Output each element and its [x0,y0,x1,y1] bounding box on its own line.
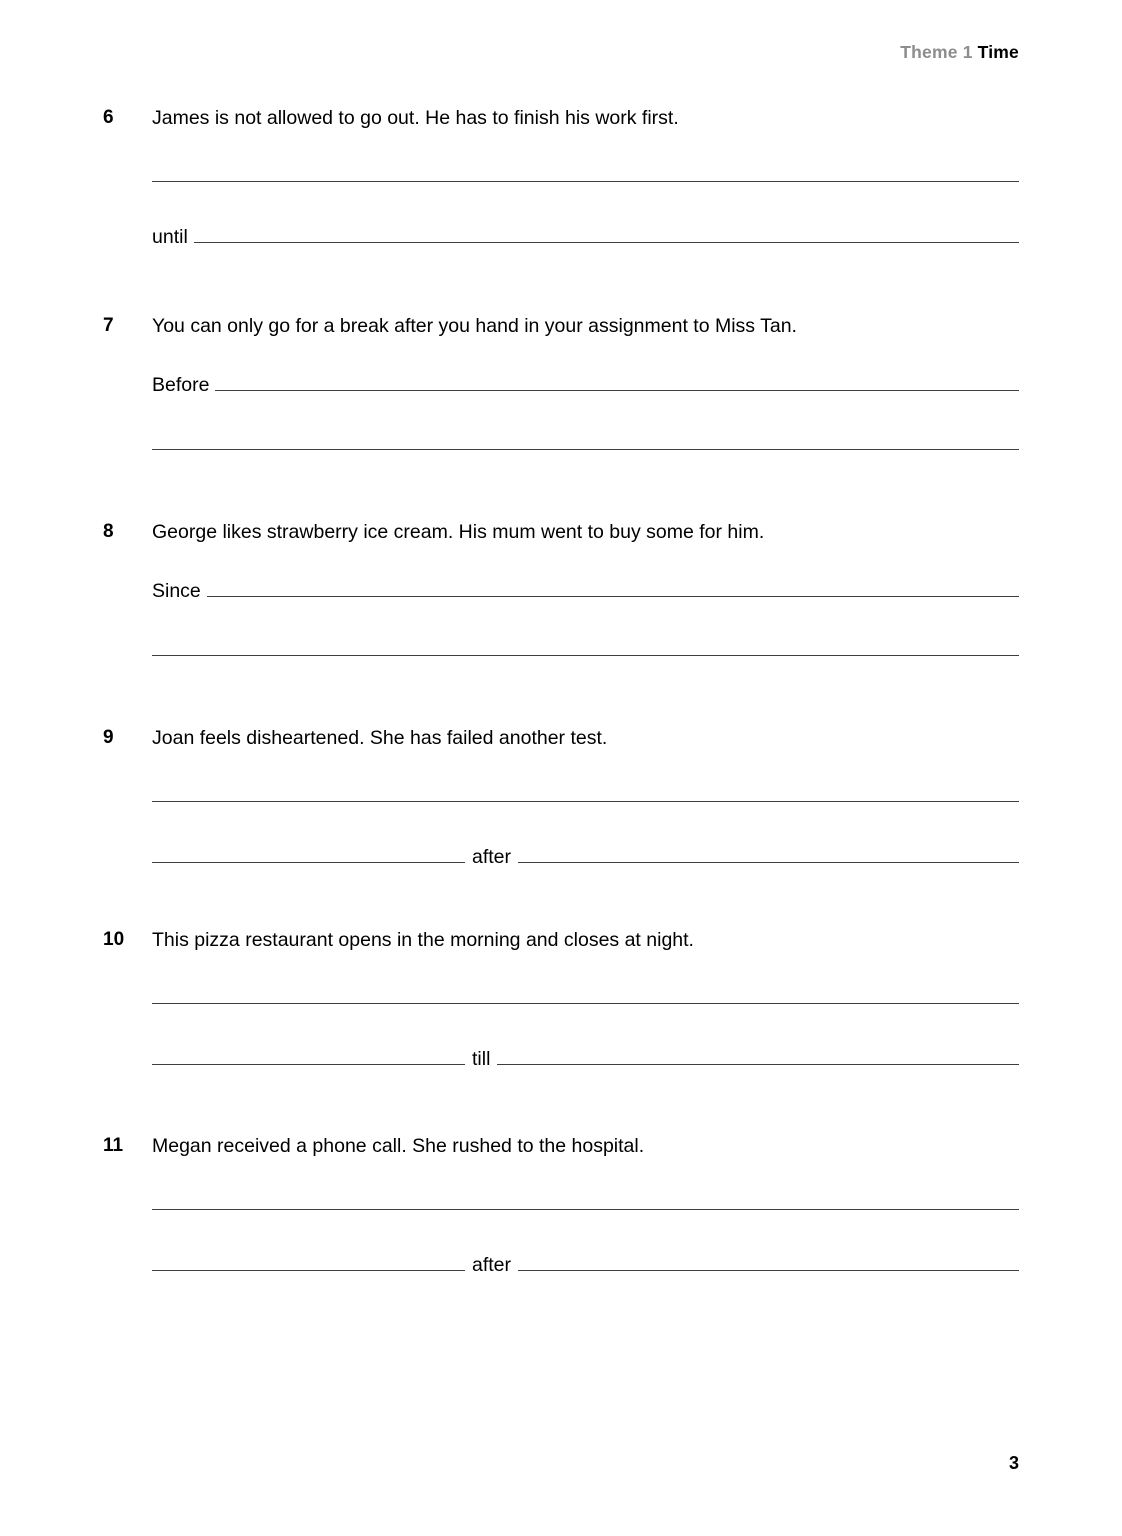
answer-blank-line[interactable] [152,1209,1019,1210]
answer-line-row [152,608,1019,668]
answer-blank-line-right[interactable] [497,1044,1019,1065]
answer-line-row [152,1162,1019,1222]
answer-line-row [152,342,1019,402]
theme-label: Theme 1 [900,42,973,62]
answer-blank-line-right[interactable] [518,1250,1019,1271]
question-item [103,1132,1019,1282]
answer-area [152,548,1019,668]
connector-word: Before [152,374,210,396]
answer-line-with-leading-word [152,222,1019,250]
answer-blank-line-right[interactable] [518,842,1019,863]
answer-blank-line[interactable] [152,1003,1019,1004]
question-number: 7 [103,315,114,336]
answer-line-row [152,1222,1019,1282]
answer-line-with-middle-word [152,842,1019,870]
answer-area [152,1162,1019,1282]
answer-blank-line[interactable] [152,449,1019,450]
answer-blank-line[interactable] [152,181,1019,182]
answer-line-row [152,1016,1019,1076]
question-number: 6 [103,107,114,128]
question-heading [103,312,1019,342]
question-heading [103,518,1019,548]
answer-blank-line[interactable] [152,655,1019,656]
question-heading [103,926,1019,956]
answer-line-with-leading-word [152,576,1019,604]
answer-area [152,754,1019,874]
answer-line-row [152,548,1019,608]
connector-word: until [152,226,188,248]
question-prompt: George likes strawberry ice cream. His mum went to buy some for him. [152,521,765,543]
answer-blank-line[interactable] [152,801,1019,802]
connector-word: Since [152,580,201,602]
question-heading [103,1132,1019,1162]
answer-area [152,342,1019,462]
question-number: 11 [103,1135,124,1156]
answer-line-with-middle-word [152,1044,1019,1072]
question-item [103,926,1019,1076]
answer-line-row [152,814,1019,874]
question-prompt: Joan feels disheartened. She has failed another test. [152,727,608,749]
question-item [103,104,1019,254]
answer-blank-line[interactable] [215,370,1019,391]
question-prompt: You can only go for a break after you hand in your assignment to Miss Tan. [152,315,797,337]
question-prompt: Megan received a phone call. She rushed to the hospital. [152,1135,645,1157]
connector-word: after [472,1254,512,1276]
connector-word: till [472,1048,491,1070]
answer-blank-line[interactable] [207,576,1019,597]
theme-title: Time [977,42,1019,62]
question-item [103,312,1019,462]
running-header [900,42,1019,63]
question-prompt: James is not allowed to go out. He has to finish his work first. [152,107,679,129]
answer-line-row [152,134,1019,194]
question-heading [103,724,1019,754]
answer-line-row [152,194,1019,254]
question-heading [103,104,1019,134]
answer-blank-line[interactable] [194,222,1019,243]
question-item [103,518,1019,668]
answer-line-with-leading-word [152,370,1019,398]
answer-area [152,956,1019,1076]
answer-line-row [152,754,1019,814]
question-item [103,724,1019,874]
answer-line-with-middle-word [152,1250,1019,1278]
answer-blank-line-left[interactable] [152,842,465,863]
question-prompt: This pizza restaurant opens in the morning and closes at night. [152,929,694,951]
answer-blank-line-left[interactable] [152,1250,465,1271]
question-number: 9 [103,727,114,748]
answer-area [152,134,1019,254]
question-number: 10 [103,929,125,950]
connector-word: after [472,846,512,868]
page-number: 3 [1008,1453,1019,1473]
question-number: 8 [103,521,114,542]
answer-line-row [152,402,1019,462]
answer-blank-line-left[interactable] [152,1044,465,1065]
answer-line-row [152,956,1019,1016]
